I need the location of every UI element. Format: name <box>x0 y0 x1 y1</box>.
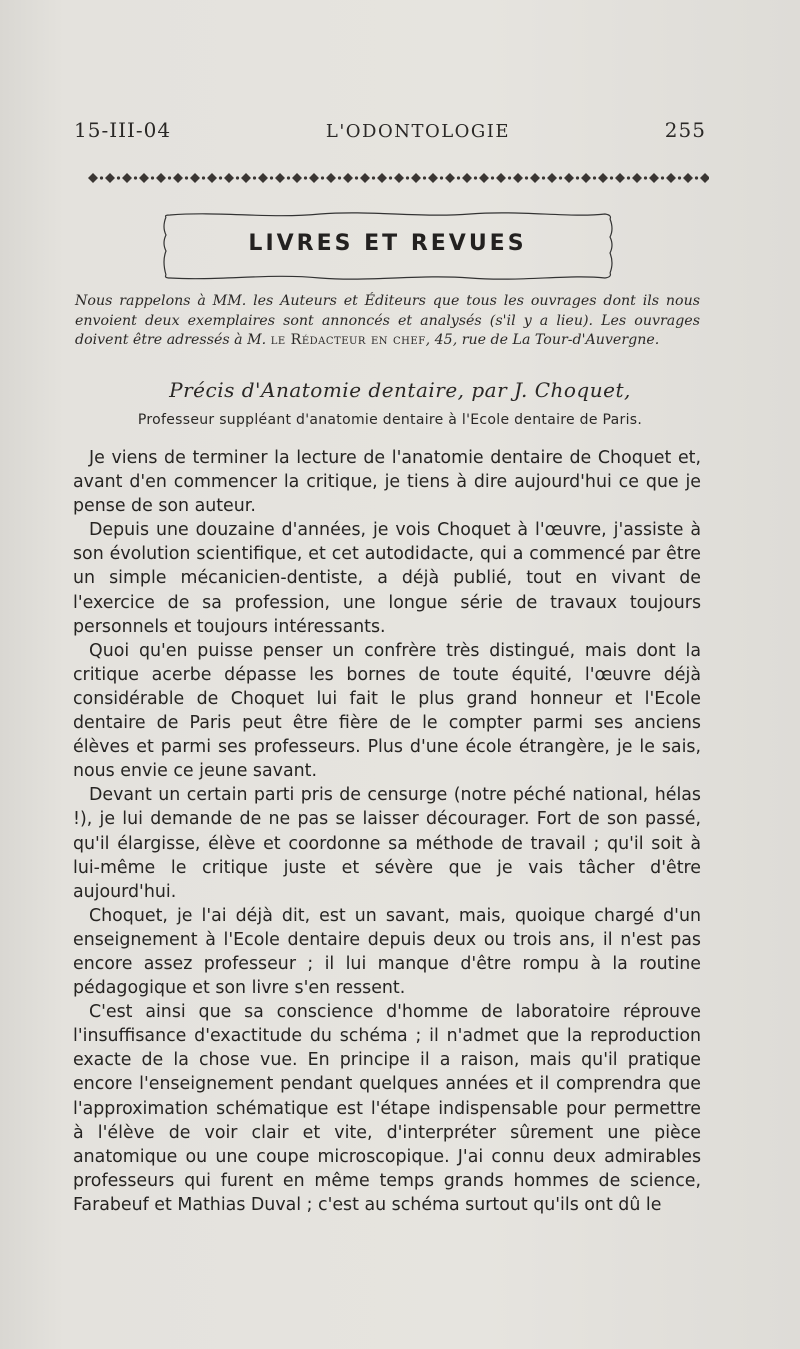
section-title: LIVRES ET REVUES <box>248 231 527 256</box>
section-banner <box>160 207 615 285</box>
notice-address: , 45, rue de La Tour-d'Auvergne. <box>425 332 660 348</box>
running-head <box>74 118 706 142</box>
article-subtitle: Professeur suppléant d'anatomie dentaire à l'Ecole dentaire de Paris. <box>137 412 643 428</box>
issue-date: 15-III-04 <box>74 118 172 142</box>
journal-title: L'ODONTOLOGIE <box>325 121 511 142</box>
article-body <box>73 446 701 1217</box>
article-title: Précis d'Anatomie dentaire, par J. Choquet, <box>169 378 631 402</box>
notice-text: Nous rappelons à MM. les Auteurs et Éditeurs que tous les ouvrages dont ils nous envoient deux exemplaires sont annoncés et analysés (s'il y a lieu). Les ouvrages doivent être adressés à M. <box>75 293 700 348</box>
paragraph: Devant un certain parti pris de censurge (notre péché national, hélas !), je lui demande de ne pas se laisser décourager. Fort de son passé, qu'il élargisse, élève et coordonne sa méthode de travail ; qu'il soit à lui-même le critique juste et sévère que je vais tâcher d'être aujourd'hui. <box>73 785 701 902</box>
paragraph: Choquet, je l'ai déjà dit, est un savant, mais, quoique chargé d'un enseignement à l'Ecole dentaire depuis deux ou trois ans, il n'est pas encore assez professeur ; il lui manque d'être rompu à la routine pédagogique et son livre s'en ressent. <box>73 905 701 999</box>
editorial-notice <box>75 292 700 351</box>
paragraph: C'est ainsi que sa conscience d'homme de laboratoire réprouve l'insuffisance d'exactitude du schéma ; il n'admet que la reproduction exacte de la chose vue. En principe il a raison, mais qu'il pratique encore l'enseignement pendant quelques années et il comprendra que l'approximation schématique est l'étape indispensable pour permettre à l'élève de voir clair et vite, d'interpréter sûrement une pièce anatomique ou une coupe microscopique. J'ai connu deux admirables professeurs qui furent en même temps grands hommes de science, Farabeuf et Mathias Duval ; c'est au schéma surtout qu'ils ont dû le <box>73 1002 701 1215</box>
decorative-ornament-band <box>84 171 709 185</box>
paragraph: Je viens de terminer la lecture de l'anatomie dentaire de Choquet et, avant d'en commencer la critique, je tiens à dire aujourd'hui ce que je pense de son auteur. <box>73 448 701 517</box>
notice-redacteur: le Rédacteur en chef <box>270 332 426 348</box>
paragraph: Depuis une douzaine d'années, je vois Choquet à l'œuvre, j'assiste à son évolution scientifique, et cet autodidacte, qui a commencé par être un simple mécanicien-dentiste, a déjà publié, tout en vivant de l'exercice de sa profession, une longue série de travaux toujours personnels et toujours intéressants. <box>73 520 701 637</box>
paragraph: Quoi qu'en puisse penser un confrère très distingué, mais dont la critique acerbe dépasse les bornes de toute équité, l'œuvre déjà considérable de Choquet lui fait le plus grand honneur et l'Ecole dentaire de Paris peut être fière de le compter parmi ses anciens élèves et parmi ses professeurs. Plus d'une école étrangère, je le sais, nous envie ce jeune savant. <box>73 640 701 782</box>
page-number: 255 <box>664 118 706 142</box>
